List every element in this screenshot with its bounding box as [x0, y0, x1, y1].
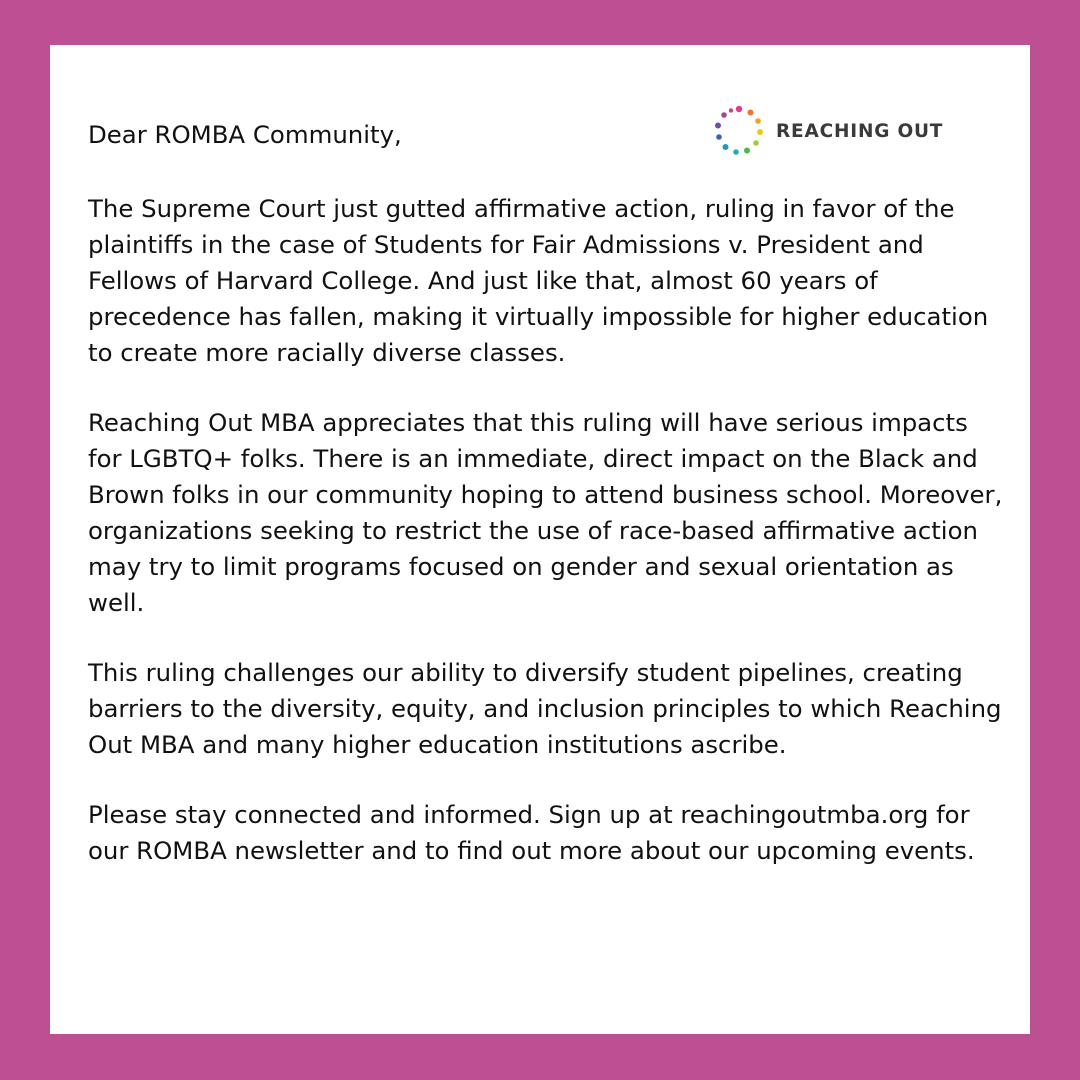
logo-wordmark: REACHING OUT	[776, 120, 944, 142]
paragraph-challenges: This ruling challenges our ability to diversify student pipelines, creating barriers to the diversity, equity, and inclusion principles to which Reaching Out MBA and many higher education institutions ascribe.	[88, 658, 1002, 759]
salutation: Dear ROMBA Community,	[88, 120, 402, 149]
letter-body	[88, 117, 1008, 903]
paragraph-impact: Reaching Out MBA appreciates that this ruling will have serious impacts for LGBTQ+ folks. There is an immediate, direct impact on the Black and Brown folks in our community hoping to attend business school. Moreover, organizations seeking to restrict the use of race-based affirmative action may try to limit programs focused on gender and sexual orientation as well.	[88, 408, 1003, 617]
paragraph-stay-connected: Please stay connected and informed. Sign up at reachingoutmba.org for our ROMBA newsletter and to find out more about our upcoming events.	[88, 800, 975, 865]
letter-card	[50, 45, 1030, 1034]
paragraph-ruling: The Supreme Court just gutted affirmative action, ruling in favor of the plaintiffs in the case of Students for Fair Admissions v. President and Fellows of Harvard College. And just like that, almost 60 years of precedence has fallen, making it virtually impossible for higher education to create more racially diverse classes.	[88, 194, 989, 367]
